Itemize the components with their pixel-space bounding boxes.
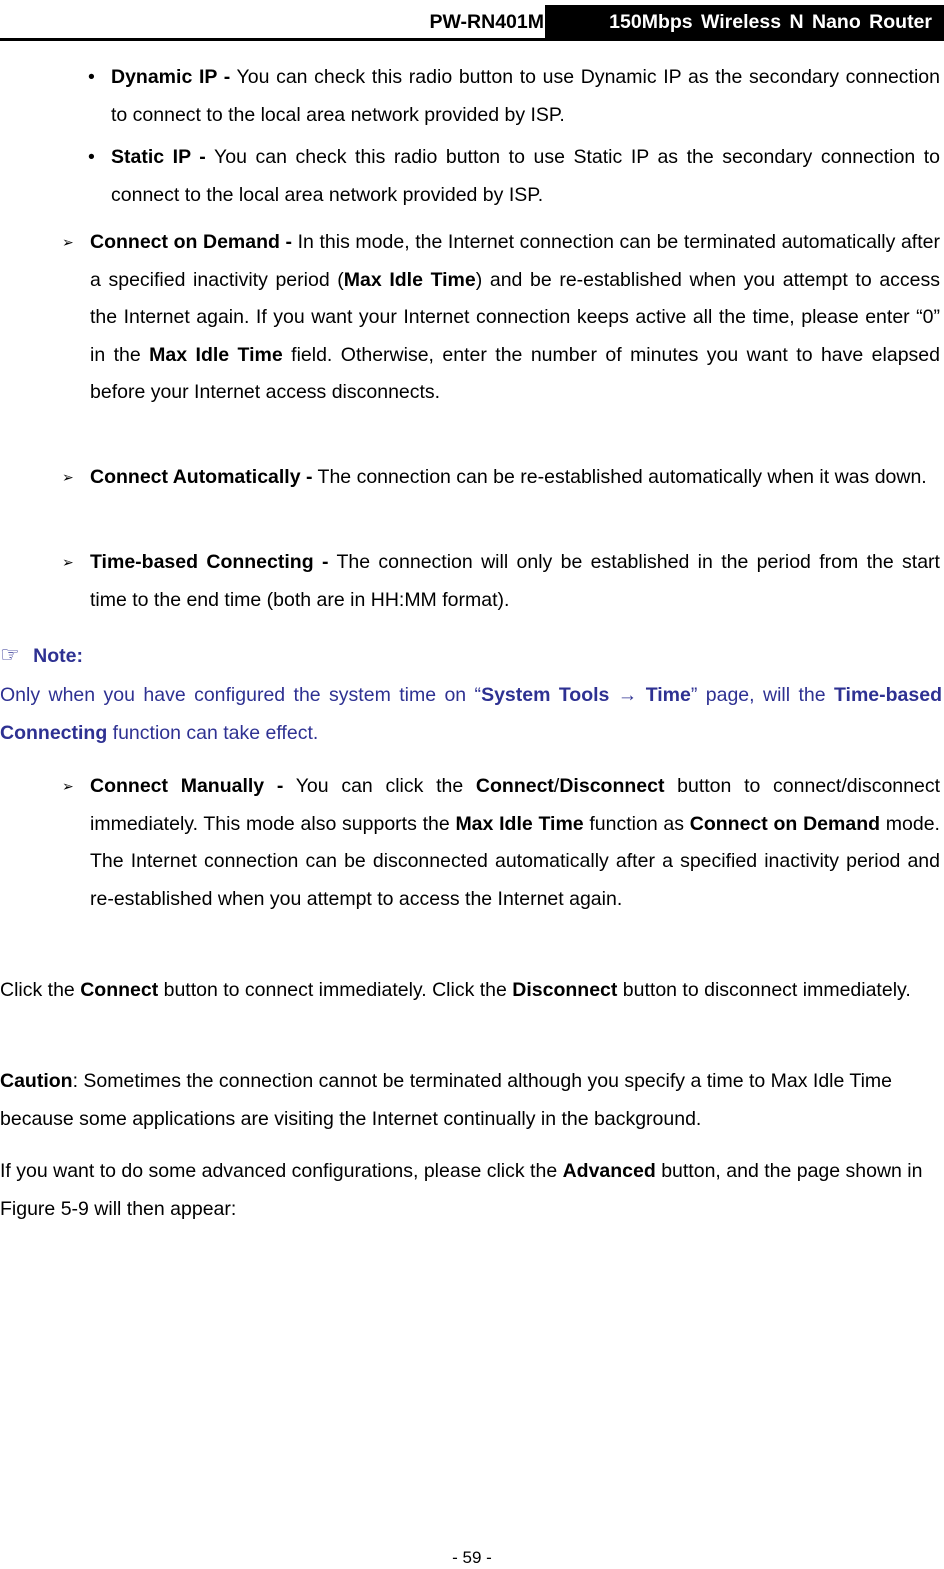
note-label: Note: [33,645,83,667]
page-header [0,0,944,40]
term: Dynamic IP - [111,66,231,88]
item-connect-manually: Connect Manually - You can click the Connect/Disconnect button to connect/disconnect immediately. This mode also supports the Max Idle Time function as Connect on Demand mode. The Internet connection can be disconnected automatically after a specified inactivity period and re-established when you attempt to access the Internet again. [90,775,940,910]
arrow-bullet-icon: ➢ [62,234,74,250]
item-connect-automatically: Connect Automatically - The connection can be re-established automatically when it was down. [90,466,927,488]
bullet-dot: • [88,146,95,168]
page-number: - 59 - [452,1548,492,1567]
bullet-dynamic-ip: Dynamic IP - You can check this radio button to use Dynamic IP as the secondary connection to connect to the local area network provided by ISP. [111,66,940,126]
term: Static IP - [111,146,206,168]
paragraph-connect-disconnect: Click the Connect button to connect immediately. Click the Disconnect button to disconnect immediately. [0,979,911,1001]
bullet-static-ip: Static IP - You can check this radio button to use Static IP as the secondary connection to connect to the local area network provided by ISP. [111,146,940,206]
arrow-bullet-icon: ➢ [62,469,74,485]
note-heading [0,636,944,676]
pointing-hand-icon: ☞ [0,642,20,667]
item-time-based-connecting: Time-based Connecting - The connection will only be established in the period from the start time to the end time (both are in HH:MM format). [90,551,940,611]
arrow-bullet-icon: ➢ [62,778,74,794]
header-rule [0,38,944,41]
paragraph-caution: Caution: Sometimes the connection cannot be terminated although you specify a time to Max Idle Time because some applications are visiting the Internet continually in the background. [0,1070,893,1130]
caution-label: Caution [0,1070,73,1092]
product-title: 150Mbps Wireless N Nano Router [545,5,944,39]
bullet-dot: • [88,66,95,88]
note-text: Only when you have configured the system time on “System Tools → Time” page, will the Time-based Connecting function can take effect. [0,684,942,744]
model-name: PW-RN401M [429,11,544,33]
arrow-bullet-icon: ➢ [62,554,74,570]
item-connect-on-demand: Connect on Demand - In this mode, the Internet connection can be terminated automatically after a specified inactivity period (Max Idle Time) and be re-established when you attempt to access the Internet again. If you want your Internet connection keeps active all the time, please enter “0” in the Max Idle Time field. Otherwise, enter the number of minutes you want to have elapsed before your Internet access disconnects. [90,231,941,403]
paragraph-advanced: If you want to do some advanced configurations, please click the Advanced button, and the page shown in Figure 5-9 will then appear: [0,1160,923,1220]
